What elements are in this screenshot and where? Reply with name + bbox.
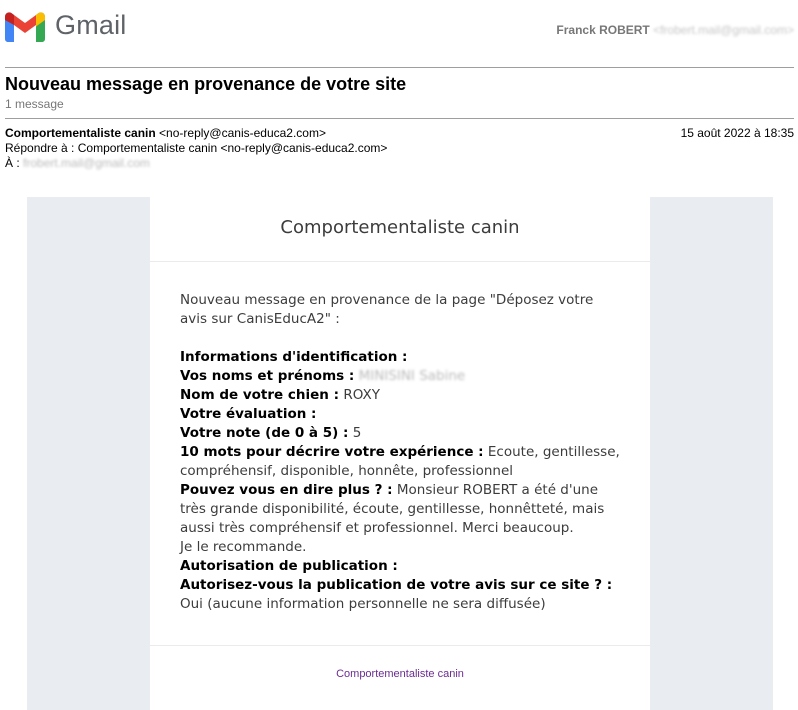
reply-to-value: Comportementaliste canin <no-reply@canis-educa2.com> <box>77 141 388 155</box>
section-identification: Informations d'identification : <box>180 349 408 365</box>
reply-to-line <box>5 141 387 156</box>
more-value-line2: Je le recommande. <box>180 539 307 555</box>
section-publication: Autorisation de publication : <box>180 558 398 574</box>
rating-label: Votre note (de 0 à 5) : <box>180 425 349 441</box>
email-side-panel-right <box>650 197 773 710</box>
field-name <box>180 367 620 386</box>
more-value: Monsieur ROBERT a été d'une très grande disponibilité, écoute, gentillesse, honnêtteté, mais aussi très compréhensif et professionnel. Merci beaucoup. <box>180 482 605 536</box>
reply-to-label: Répondre à : <box>5 141 75 155</box>
email-header-title: Comportementaliste canin <box>280 217 520 238</box>
intro-text: Nouveau message en provenance de la page "Déposez votre avis sur CanisEducA2" : <box>180 292 594 327</box>
message-meta <box>5 126 387 171</box>
app-name: Gmail <box>55 10 127 40</box>
divider <box>5 118 794 119</box>
account-name: Franck ROBERT <box>556 23 650 37</box>
field-more <box>180 481 620 538</box>
email-card <box>150 197 650 710</box>
header-bar <box>0 0 798 62</box>
email-content <box>180 291 620 614</box>
account-email: <frobert.mail@gmail.com> <box>653 23 794 37</box>
message-date: 15 août 2022 à 18:35 <box>680 126 794 140</box>
dog-label: Nom de votre chien : <box>180 387 340 403</box>
message-count: 1 message <box>5 97 64 111</box>
words-value: Ecoute, gentillesse, compréhensif, disponible, honnête, professionnel <box>180 444 620 479</box>
name-label: Vos noms et prénoms : <box>180 368 355 384</box>
field-rating <box>180 424 620 443</box>
words-label: 10 mots pour décrire votre expérience : <box>180 444 484 460</box>
divider <box>5 67 794 68</box>
field-publication <box>180 576 620 614</box>
gmail-logo-icon <box>5 12 45 42</box>
name-value: MINISINI Sabine <box>358 368 466 384</box>
publication-value: Oui (aucune information personnelle ne sera diffusée) <box>180 596 546 612</box>
rating-value: 5 <box>352 425 362 441</box>
field-dog <box>180 386 620 405</box>
card-divider <box>150 645 650 646</box>
section-evaluation: Votre évaluation : <box>180 406 317 422</box>
field-words <box>180 443 620 481</box>
email-side-panel-left <box>27 197 150 710</box>
sender-name: Comportementaliste canin <box>5 126 156 140</box>
sender-email: <no-reply@canis-educa2.com> <box>159 126 326 140</box>
email-footer-link[interactable]: Comportementaliste canin <box>336 668 464 680</box>
account-info <box>556 23 794 37</box>
more-label: Pouvez vous en dire plus ? : <box>180 482 393 498</box>
dog-value: ROXY <box>343 387 380 403</box>
sender-line <box>5 126 387 141</box>
to-label: À : <box>5 156 20 170</box>
publication-label: Autorisez-vous la publication de votre avis sur ce site ? : <box>180 577 613 593</box>
to-line <box>5 156 387 171</box>
card-divider <box>150 261 650 262</box>
to-value: frobert.mail@gmail.com <box>23 156 150 170</box>
thread-subject: Nouveau message en provenance de votre site <box>5 74 407 94</box>
